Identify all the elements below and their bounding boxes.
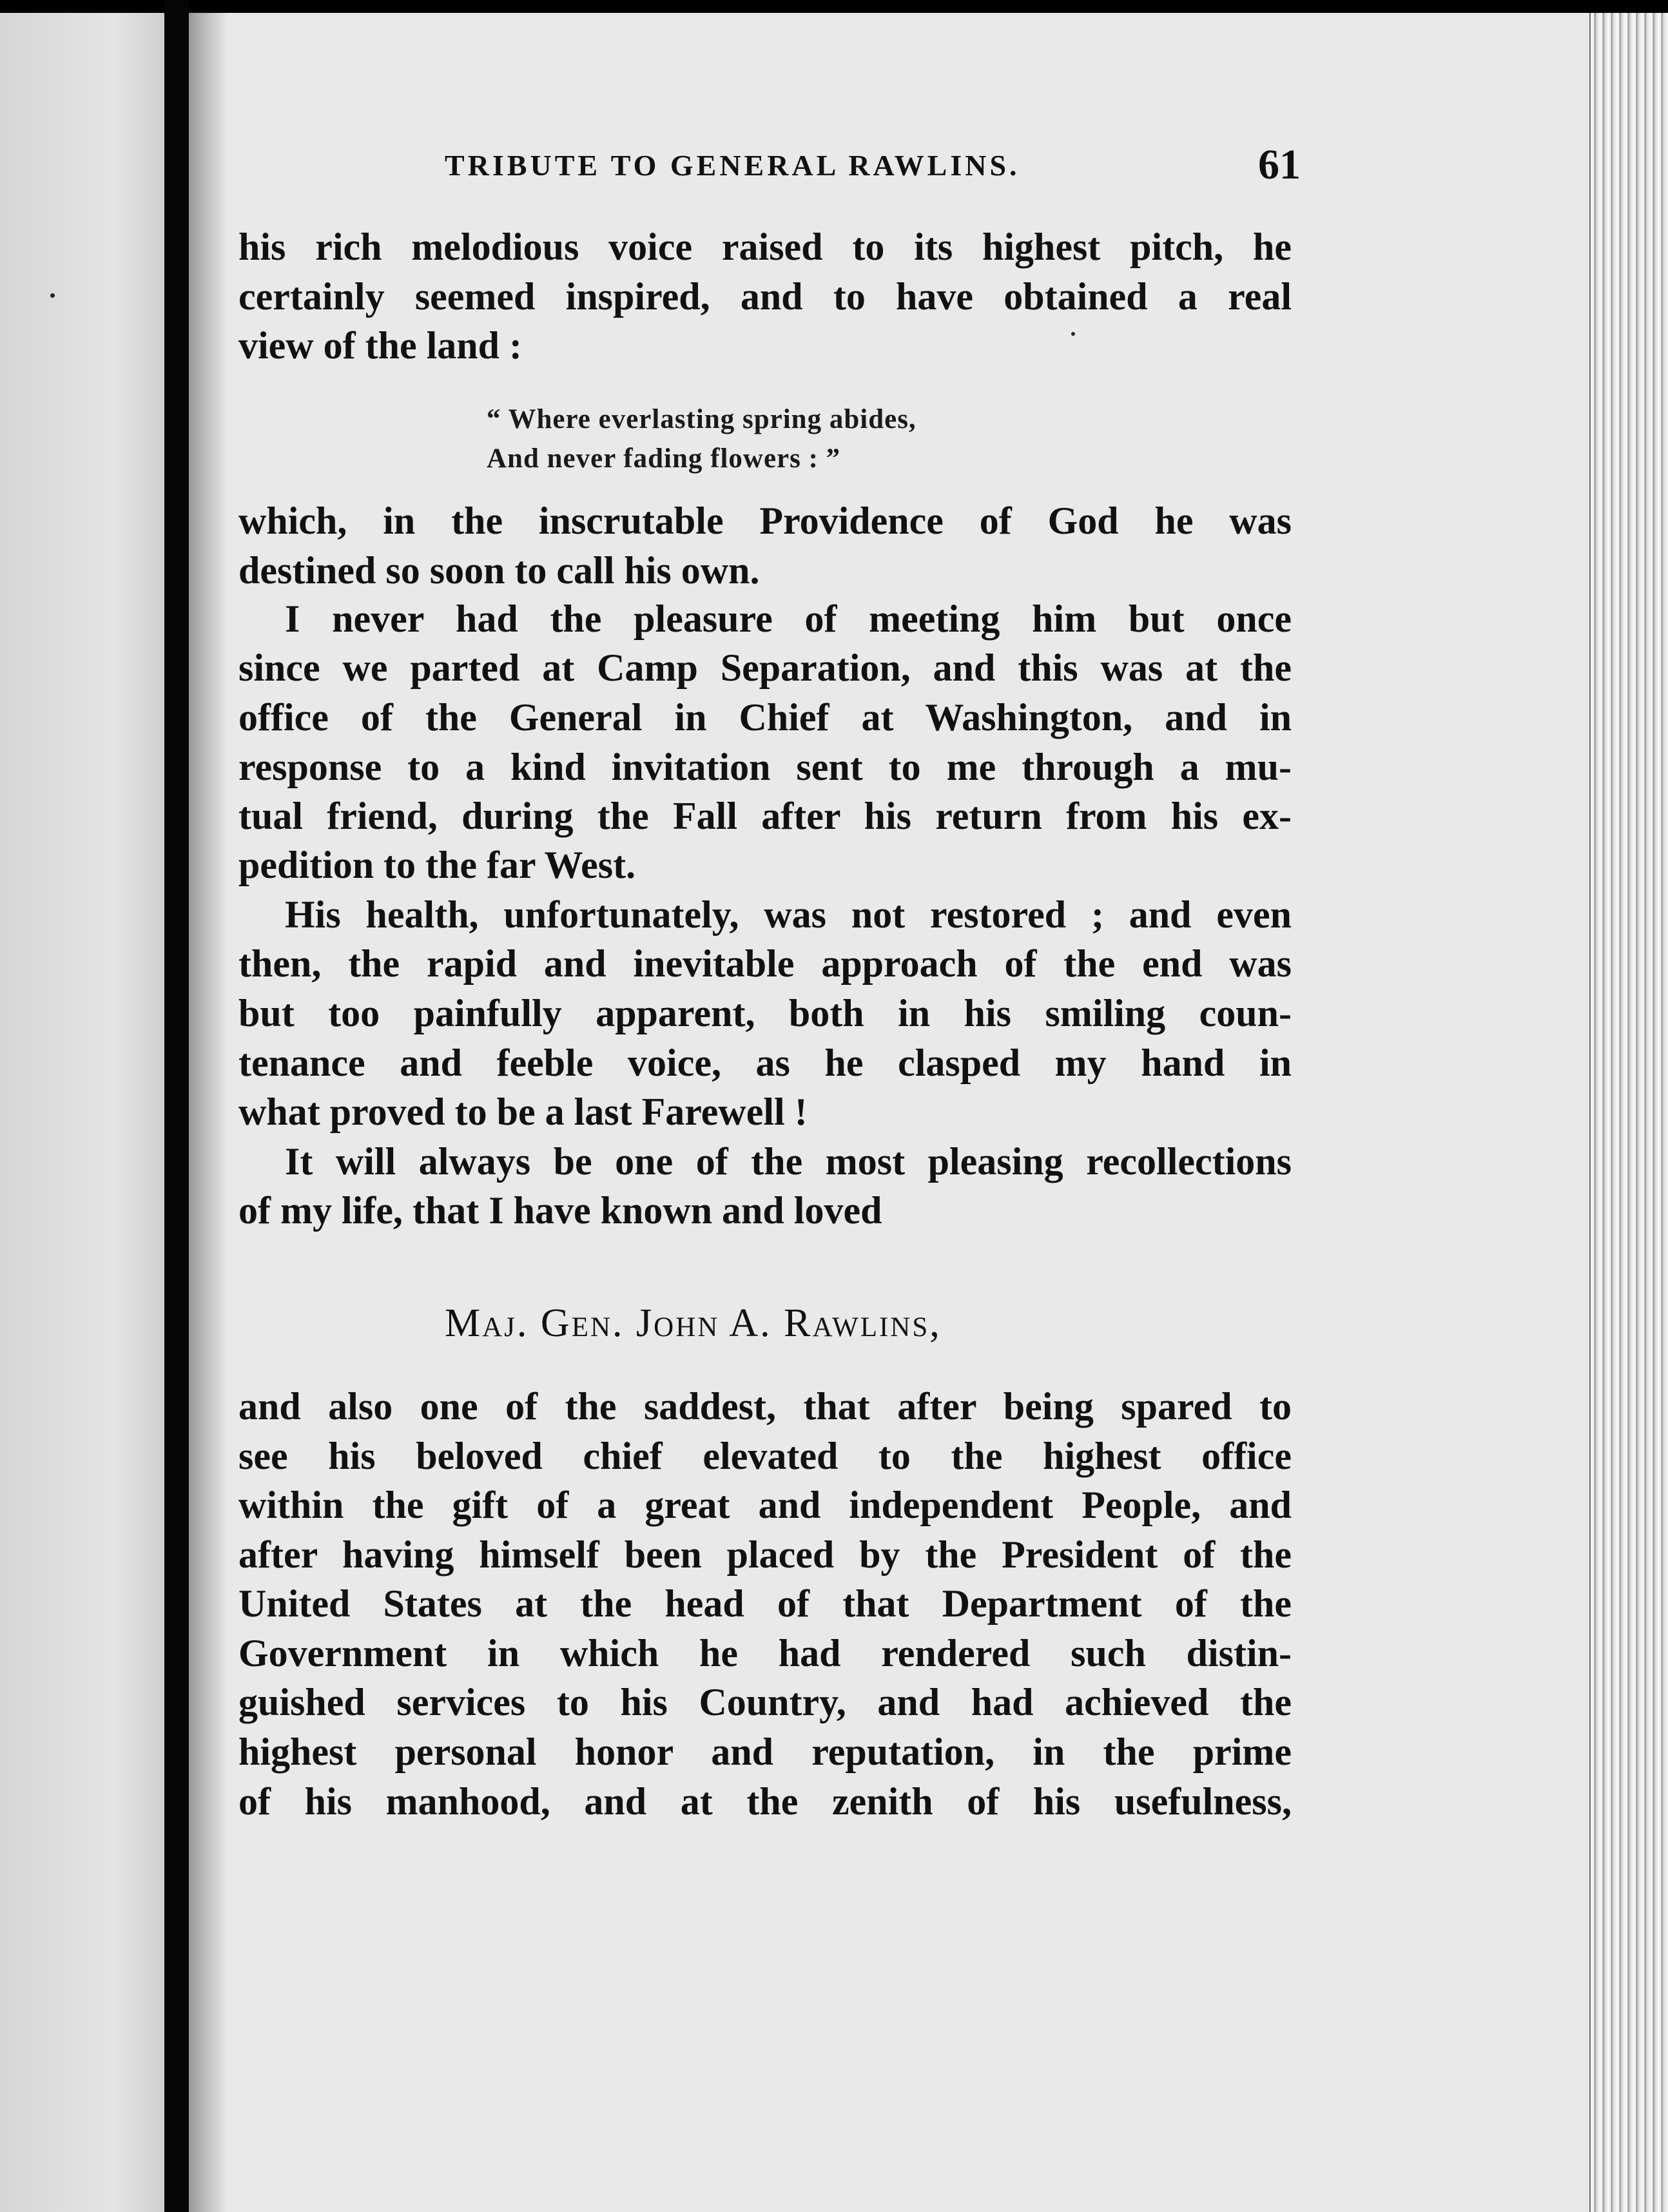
text-line: which, in the inscrutable Providence of God he was [238,500,1292,542]
text-line: His health, unfortunately, was not restored ; and even [285,893,1292,936]
page-number: 61 [1258,141,1301,188]
text-line: after having himself been placed by the President of the [238,1533,1292,1576]
page-stack-edges [1591,13,1668,2212]
text-line: of my life, that I have known and loved [238,1189,882,1232]
text-line: highest personal honor and reputation, in the prime [238,1731,1292,1773]
facing-page-margin [0,13,164,2212]
text-line: tenance and feeble voice, as he clasped my hand in [238,1042,1292,1084]
verse-quote-line: “ Where everlasting spring abides, [487,404,916,434]
text-line: of his manhood, and at the zenith of his usefulness, [238,1780,1292,1823]
text-line: destined so soon to call his own. [238,549,760,592]
centered-name-heading: Maj. Gen. John A. Rawlins, [445,1301,942,1345]
text-line: response to a kind invitation sent to me through a mu- [238,746,1292,788]
verse-quote-line: And never fading flowers : ” [487,443,841,474]
text-line: office of the General in Chief at Washington, and in [238,696,1292,739]
gutter-shadow [189,13,228,2212]
text-line: what proved to be a last Farewell ! [238,1091,808,1133]
text-line: I never had the pleasure of meeting him but once [285,597,1292,640]
text-line: Government in which he had rendered such distin- [238,1632,1292,1674]
text-line: and also one of the saddest, that after being spared to [238,1385,1292,1428]
text-line: pedition to the far West. [238,844,636,886]
text-line: since we parted at Camp Separation, and this was at the [238,646,1292,689]
text-line: United States at the head of that Department of the [238,1582,1292,1625]
scan-speck [50,293,55,298]
book-gutter [164,0,189,2212]
text-line: view of the land : [238,324,522,367]
text-line: tual friend, during the Fall after his return from his ex- [238,795,1292,837]
text-line: within the gift of a great and independent People, and [238,1484,1292,1526]
text-line: certainly seemed inspired, and to have obtained a real [238,275,1292,318]
text-line: see his beloved chief elevated to the highest office [238,1435,1292,1477]
running-head-title: TRIBUTE TO GENERAL RAWLINS. [445,149,1020,182]
text-line: but too painfully apparent, both in his smiling coun- [238,992,1292,1034]
text-line: It will always be one of the most pleasing recollections [285,1140,1292,1183]
scan-top-border [0,0,1668,13]
text-line: guished services to his Country, and had achieved the [238,1681,1292,1723]
text-line: his rich melodious voice raised to its highest pitch, he [238,226,1292,268]
text-line: then, the rapid and inevitable approach of the end was [238,942,1292,985]
